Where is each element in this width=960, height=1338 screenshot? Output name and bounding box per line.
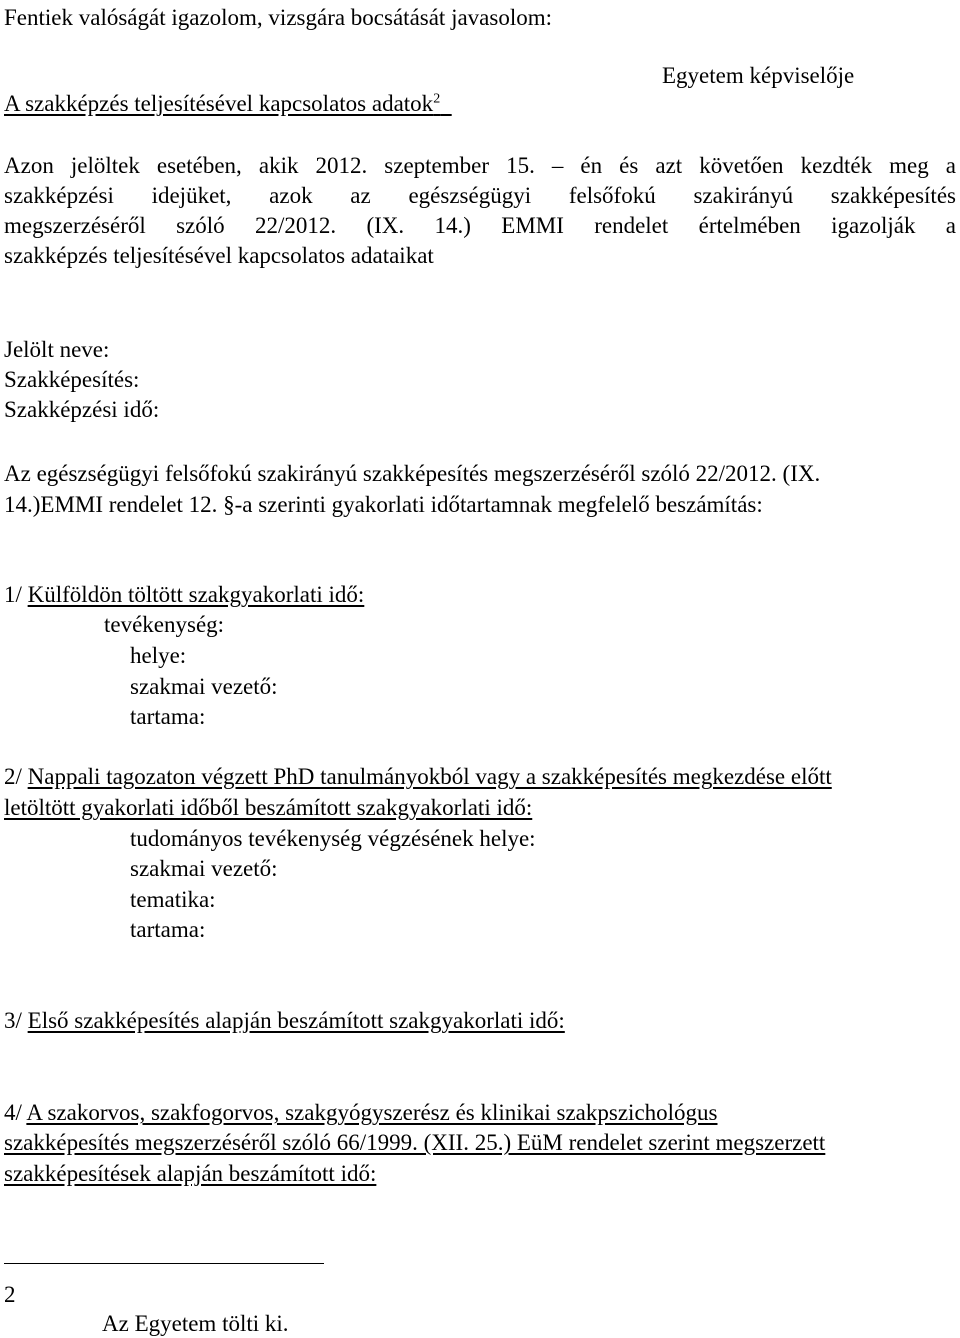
candidate-name-label: Jelölt neve:: [4, 337, 110, 362]
item-2-heading: [4, 763, 832, 791]
item-2-title-line-1: Nappali tagozaton végzett PhD tanulmányokból vagy a szakképesítés megkezdése előtt: [27, 764, 832, 789]
item-4-number: 4/: [4, 1100, 22, 1125]
university-representative-label: Egyetem képviselője: [662, 63, 855, 88]
regulation-line-1: Az egészségügyi felsőfokú szakirányú szakképesítés megszerzéséről szóló 22/2012. (IX.: [4, 461, 821, 486]
footnote-number: 2: [4, 1282, 16, 1307]
item-1-heading: [4, 581, 364, 609]
item-1-place-label: helye:: [130, 643, 187, 668]
item-2-title-line-2: letöltött gyakorlati időből beszámított szakgyakorlati idő:: [4, 795, 533, 820]
item-1-activity-label: tevékenység:: [104, 612, 225, 637]
intro-line-2: szakképzési idejüket, azok az egészségügyi felsőfokú szakirányú szakképesítés: [4, 183, 956, 208]
item-4-heading: [4, 1099, 718, 1127]
item-2-duration-label: tartama:: [130, 917, 206, 942]
footnote-separator: [4, 1263, 324, 1264]
footnote-ref: 2: [433, 91, 441, 107]
item-1-duration-label: tartama:: [130, 704, 206, 729]
item-1-title: Külföldön töltött szakgyakorlati idő:: [27, 582, 365, 607]
section-title: [4, 90, 452, 118]
item-2-supervisor-label: szakmai vezető:: [130, 856, 278, 881]
item-4-title-line-2: szakképesítés megszerzéséről szóló 66/1999. (XII. 25.) EüM rendelet szerint megszerzett: [4, 1130, 826, 1155]
item-2-research-place-label: tudományos tevékenység végzésének helye:: [130, 826, 536, 851]
intro-line-3: megszerzéséről szóló 22/2012. (IX. 14.) EMMI rendelet értelmében igazolják a: [4, 213, 956, 238]
item-3-number: 3/: [4, 1008, 22, 1033]
training-time-label: Szakképzési idő:: [4, 397, 160, 422]
footnote-text: Az Egyetem tölti ki.: [102, 1311, 289, 1336]
item-2-number: 2/: [4, 764, 22, 789]
qualification-label: Szakképesítés:: [4, 367, 140, 392]
intro-line-1: Azon jelöltek esetében, akik 2012. szeptember 15. – én és azt követően kezdték meg a: [4, 153, 956, 178]
item-4-title-line-3: szakképesítések alapján beszámított idő:: [4, 1161, 377, 1186]
item-3-heading: [4, 1007, 565, 1035]
regulation-line-2: 14.)EMMI rendelet 12. §-a szerinti gyakorlati időtartamnak megfelelő beszámítás:: [4, 492, 763, 517]
item-4-title-line-1: A szakorvos, szakfogorvos, szakgyógyszerész és klinikai szakpszichológus: [26, 1100, 718, 1125]
section-title-text: A szakképzés teljesítésével kapcsolatos adatok: [4, 91, 434, 116]
item-1-number: 1/: [4, 582, 22, 607]
item-3-title: Első szakképesítés alapján beszámított szakgyakorlati idő:: [27, 1008, 565, 1033]
intro-line-4: szakképzés teljesítésével kapcsolatos adataikat: [4, 243, 434, 268]
item-1-supervisor-label: szakmai vezető:: [130, 674, 278, 699]
confirmation-statement: Fentiek valóságát igazolom, vizsgára bocsátását javasolom:: [4, 5, 553, 30]
item-2-topic-label: tematika:: [130, 887, 216, 912]
